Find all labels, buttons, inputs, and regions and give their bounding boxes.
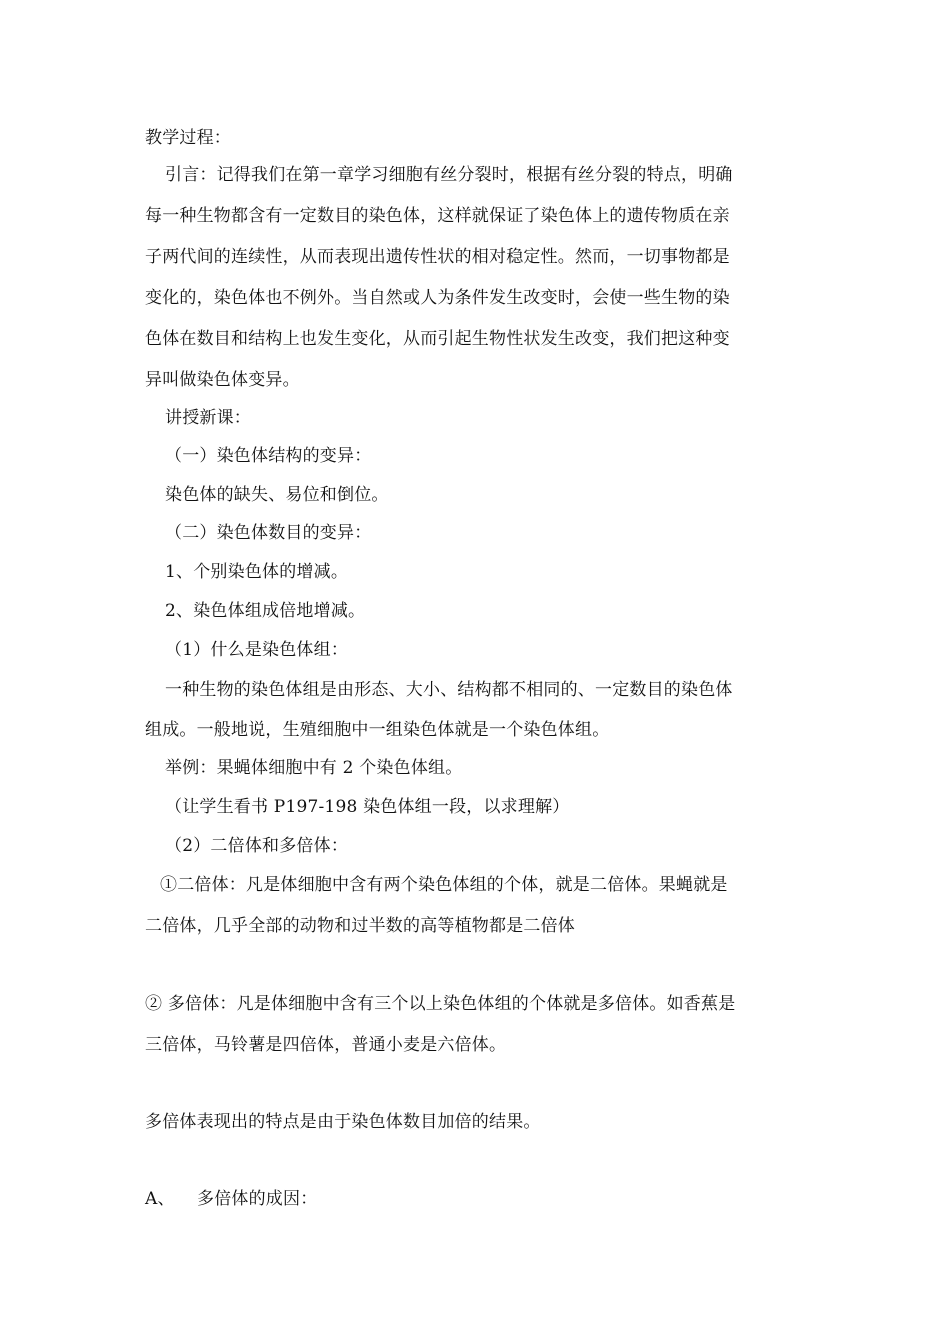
example: 举例：果蝇体细胞中有 2 个染色体组。 [165,758,463,778]
diploid-line-1: ①二倍体：凡是体细胞中含有两个染色体组的个体，就是二倍体。果蝇就是 [160,875,728,895]
question-2: （2）二倍体和多倍体： [165,836,349,856]
intro-line-5: 色体在数目和结构上也发生变化，从而引起生物性状发生改变，我们把这种变 [145,329,730,349]
intro-line-6: 异叫做染色体变异。 [145,370,300,390]
item-1: 1、个别染色体的增减。 [165,562,349,582]
intro-line-4: 变化的，染色体也不例外。当自然或人为条件发生改变时，会使一些生物的染 [145,288,730,308]
intro-line-3: 子两代间的连续性，从而表现出遗传性状的相对稳定性。然而，一切事物都是 [145,247,730,267]
list-marker-a: A、 [145,1189,175,1209]
note: （让学生看书 P197-198 染色体组一段，以求理解） [165,797,570,817]
definition-line-2: 组成。一般地说，生殖细胞中一组染色体就是一个染色体组。 [145,720,610,740]
intro-line-1: 引言：记得我们在第一章学习细胞有丝分裂时，根据有丝分裂的特点，明确 [165,165,733,185]
intro-line-2: 每一种生物都含有一定数目的染色体，这样就保证了染色体上的遗传物质在亲 [145,206,730,226]
item-2: 2、染色体组成倍地增减。 [165,601,366,621]
diploid-line-2: 二倍体，几乎全部的动物和过半数的高等植物都是二倍体 [145,916,575,936]
polyploid-cause-heading: 多倍体的成因： [197,1189,318,1209]
section-2-title: （二）染色体数目的变异： [165,523,372,543]
feature-sentence: 多倍体表现出的特点是由于染色体数目加倍的结果。 [145,1112,541,1132]
section-1-title: （一）染色体结构的变异： [165,446,372,466]
definition-line-1: 一种生物的染色体组是由形态、大小、结构都不相同的、一定数目的染色体 [165,680,733,700]
lesson-label: 讲授新课： [165,408,251,428]
polyploid-line-1: ② 多倍体：凡是体细胞中含有三个以上染色体组的个体就是多倍体。如香蕉是 [145,994,736,1014]
polyploid-line-2: 三倍体，马铃薯是四倍体，普通小麦是六倍体。 [145,1035,507,1055]
section-1-body: 染色体的缺失、易位和倒位。 [165,485,389,505]
heading: 教学过程： [145,128,231,148]
question-1: （1）什么是染色体组： [165,640,349,660]
